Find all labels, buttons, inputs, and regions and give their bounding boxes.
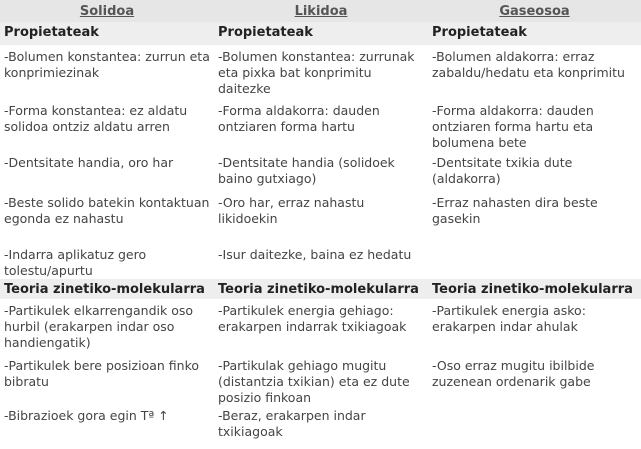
- liquid-property-cell: -Forma aldakorra: dauden ontziaren forma hartu: [218, 103, 380, 134]
- header-row: [0, 0, 641, 22]
- solid-property-cell: -Beste solido batekin kontaktuan egonda ez nahastu: [4, 195, 210, 226]
- section-theory-liquid: Teoria zinetiko-molekularra: [214, 279, 428, 299]
- gas-property-cell: [428, 243, 641, 279]
- solid-theory-cell: -Bibrazioek gora egin Tª ↑: [4, 408, 169, 423]
- table-row: [0, 243, 641, 279]
- gas-property-cell: -Forma aldakorra: dauden ontziaren forma hartu eta bolumena bete: [432, 103, 594, 150]
- table-row: [0, 406, 641, 442]
- section-theory-row: [0, 279, 641, 299]
- table-row: [0, 151, 641, 191]
- section-properties-liquid: Propietateak: [214, 22, 428, 45]
- liquid-theory-cell: -Beraz, erakarpen indar txikiagoak: [218, 408, 366, 439]
- table-row: [0, 191, 641, 243]
- liquid-theory-cell: -Partikulak gehiago mugitu (distantzia txikian) eta ez dute posizio finkoan: [218, 358, 410, 405]
- gas-theory-cell: -Oso erraz mugitu ibilbide zuzenean ordenarik gabe: [432, 358, 595, 389]
- gas-theory-cell: -Partikulek energia asko: erakarpen indar ahulak: [432, 303, 586, 334]
- table-row: [0, 45, 641, 97]
- section-theory-gas: Teoria zinetiko-molekularra: [428, 279, 641, 299]
- solid-property-cell: -Forma konstantea: ez aldatu solidoa ontziz aldatu arren: [4, 103, 188, 134]
- gas-property-cell: -Erraz nahasten dira beste gasekin: [432, 195, 598, 226]
- section-properties-gas: Propietateak: [428, 22, 641, 45]
- header-gas: Gaseosoa: [428, 0, 641, 22]
- gas-property-cell: -Bolumen aldakorra: erraz zabaldu/hedatu eta konprimitu: [432, 49, 625, 80]
- table-row: [0, 299, 641, 355]
- section-properties-solid: Propietateak: [0, 22, 214, 45]
- gas-theory-cell: [428, 406, 641, 442]
- liquid-property-cell: -Dentsitate handia (solidoek baino gutxiago): [218, 155, 395, 186]
- solid-theory-cell: -Partikulek bere posizioan finko bibratu: [4, 358, 200, 389]
- table-row: [0, 355, 641, 406]
- liquid-property-cell: -Isur daitezke, baina ez hedatu: [218, 247, 412, 262]
- liquid-property-cell: -Bolumen konstantea: zurrunak eta pixka bat konprimitu daitezke: [218, 49, 415, 96]
- liquid-theory-cell: -Partikulek energia gehiago: erakarpen indarrak txikiagoak: [218, 303, 407, 334]
- solid-property-cell: -Indarra aplikatuz gero tolestu/apurtu: [4, 247, 147, 278]
- header-liquid: Likidoa: [214, 0, 428, 22]
- solid-theory-cell: -Partikulek elkarrengandik oso hurbil (erakarpen indar oso handiengatik): [4, 303, 193, 350]
- gas-property-cell: -Dentsitate txikia dute (aldakorra): [432, 155, 573, 186]
- section-properties-row: [0, 22, 641, 45]
- liquid-property-cell: -Oro har, erraz nahastu likidoekin: [218, 195, 365, 226]
- solid-property-cell: -Dentsitate handia, oro har: [4, 155, 174, 170]
- header-solid: Solidoa: [0, 0, 214, 22]
- solid-property-cell: -Bolumen konstantea: zurrun eta konprimiezinak: [4, 49, 210, 80]
- section-theory-solid: Teoria zinetiko-molekularra: [0, 279, 214, 299]
- table-row: [0, 97, 641, 151]
